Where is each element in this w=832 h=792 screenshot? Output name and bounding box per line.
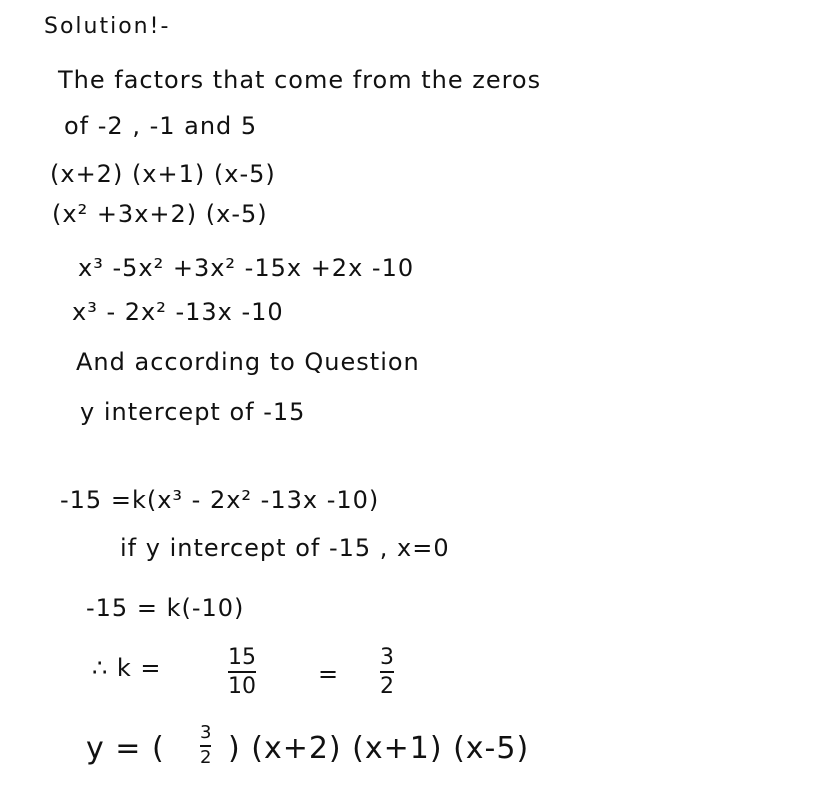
final-fraction-denominator: 2	[200, 746, 212, 768]
final-equation-prefix: y = (	[86, 731, 165, 766]
final-equation-factors: ) (x+2) (x+1) (x-5)	[228, 731, 530, 766]
x-zero-condition-line: if y intercept of -15 , x=0	[120, 534, 450, 562]
k-fraction-15-10	[228, 646, 256, 698]
final-fraction-3-2	[200, 724, 211, 768]
k-substitution-line: -15 = k(-10)	[86, 594, 245, 622]
final-fraction-numerator: 3	[200, 722, 212, 743]
factor-product-line: (x+2) (x+1) (x-5)	[50, 160, 276, 188]
simplified-cubic-line: x³ - 2x² -13x -10	[72, 298, 284, 326]
k-equation-line: -15 =k(x³ - 2x² -13x -10)	[60, 486, 380, 514]
zeros-line: of -2 , -1 and 5	[64, 112, 258, 140]
factors-statement-line: The factors that come from the zeros	[58, 66, 542, 94]
fraction-bar	[228, 671, 256, 673]
according-to-question-line: And according to Question	[76, 348, 420, 376]
k-fraction2-denominator: 2	[380, 674, 394, 700]
solution-heading: Solution!-	[44, 14, 171, 39]
k-solution-prefix: ∴ k =	[92, 654, 162, 682]
k-fraction2-numerator: 3	[380, 645, 394, 670]
k-equals-sign: =	[318, 660, 340, 688]
partial-expansion-line: (x² +3x+2) (x-5)	[52, 200, 268, 228]
full-expansion-line: x³ -5x² +3x² -15x +2x -10	[78, 254, 415, 282]
fraction-bar	[380, 671, 394, 673]
k-fraction1-numerator: 15	[228, 645, 256, 670]
k-fraction1-denominator: 10	[228, 674, 256, 700]
k-fraction-3-2	[380, 646, 394, 698]
y-intercept-statement-line: y intercept of -15	[80, 398, 306, 426]
